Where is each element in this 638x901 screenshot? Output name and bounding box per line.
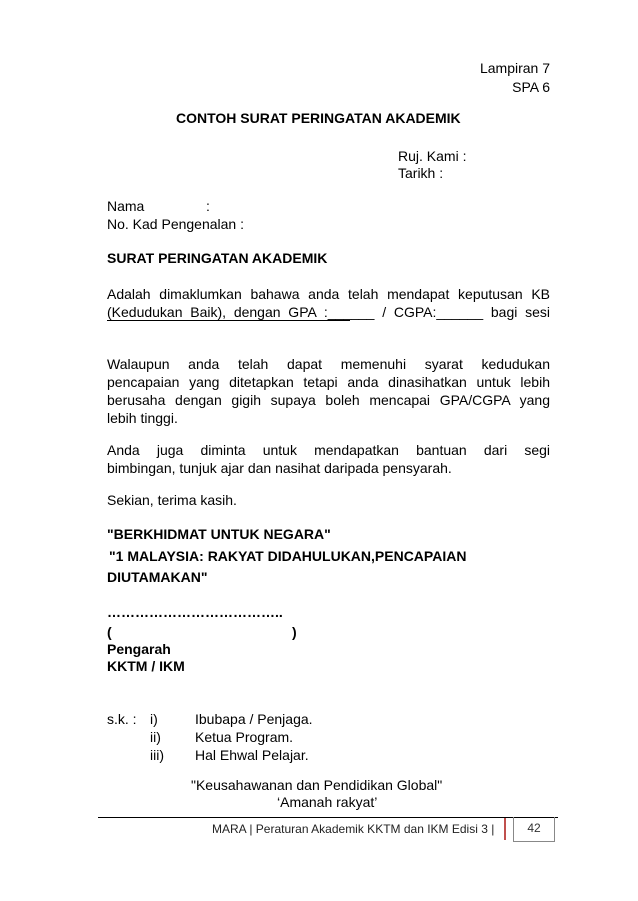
motto-line-1: "BERKHIDMAT UNTUK NEGARA" — [107, 526, 331, 542]
page-number-accent — [504, 818, 506, 840]
form-code: SPA 6 — [512, 79, 550, 95]
session-blank-line — [107, 320, 350, 321]
attachment-label: Lampiran 7 — [479, 60, 550, 76]
paragraph-1-line-1: Adalah dimaklumkan bahawa anda telah mendapat keputusan KB — [107, 286, 550, 302]
signature-close-paren: ) — [292, 624, 297, 640]
signatory-institution: KKTM / IKM — [107, 658, 185, 674]
letter-subject: SURAT PERINGATAN AKADEMIK — [107, 250, 328, 266]
cc-item-text: Ketua Program. — [195, 729, 294, 745]
motto-line-2: "1 MALAYSIA: RAKYAT DIDAHULUKAN,PENCAPAIAN — [109, 548, 467, 564]
cc-item-text: Hal Ehwal Pelajar. — [195, 747, 309, 763]
paragraph-2-line-2: pencapaian yang ditetapkan tetapi anda dinasihatkan untuk lebih — [107, 374, 550, 390]
signature-dots: ……………………………….. — [107, 604, 283, 620]
document-title: CONTOH SURAT PERINGATAN AKADEMIK — [176, 110, 461, 126]
cc-label: s.k. : — [107, 711, 137, 727]
footer-text: MARA | Peraturan Akademik KKTM dan IKM Edisi 3 | — [212, 822, 495, 836]
name-colon: : — [206, 198, 210, 214]
page-number: 42 — [513, 817, 555, 842]
reference-label: Ruj. Kami : — [398, 148, 467, 164]
paragraph-2-line-4: lebih tinggi. — [107, 410, 178, 426]
cc-item-number: i) — [150, 711, 158, 727]
ic-label: No. Kad Pengenalan : — [107, 216, 244, 232]
cc-item-text: Ibubapa / Penjaga. — [195, 711, 313, 727]
slogan-line-1: "Keusahawanan dan Pendidikan Global" — [191, 777, 443, 793]
signature-open-paren: ( — [107, 624, 112, 640]
motto-line-3: DIUTAMAKAN" — [107, 569, 208, 585]
paragraph-3-line-2: bimbingan, tunjuk ajar dan nasihat daripada pensyarah. — [107, 460, 452, 476]
paragraph-3-line-1: Anda juga diminta untuk mendapatkan bantuan dari segi — [107, 442, 550, 458]
cc-item-number: ii) — [150, 729, 161, 745]
footer-divider — [98, 817, 558, 818]
paragraph-2-line-3: berusaha dengan gigih supaya boleh mencapai GPA/CGPA yang — [107, 392, 550, 408]
name-label: Nama — [107, 198, 145, 214]
signatory-position: Pengarah — [107, 641, 171, 657]
closing-remark: Sekian, terima kasih. — [107, 492, 237, 508]
paragraph-1-line-2: (Kedudukan Baik), dengan GPA :______ / CGPA:______ bagi sesi — [107, 304, 550, 320]
slogan-line-2: ‘Amanah rakyat’ — [277, 794, 378, 810]
paragraph-2-line-1: Walaupun anda telah dapat memenuhi syarat kedudukan — [107, 356, 550, 372]
cc-item-number: iii) — [150, 747, 164, 763]
date-label: Tarikh : — [398, 165, 444, 181]
